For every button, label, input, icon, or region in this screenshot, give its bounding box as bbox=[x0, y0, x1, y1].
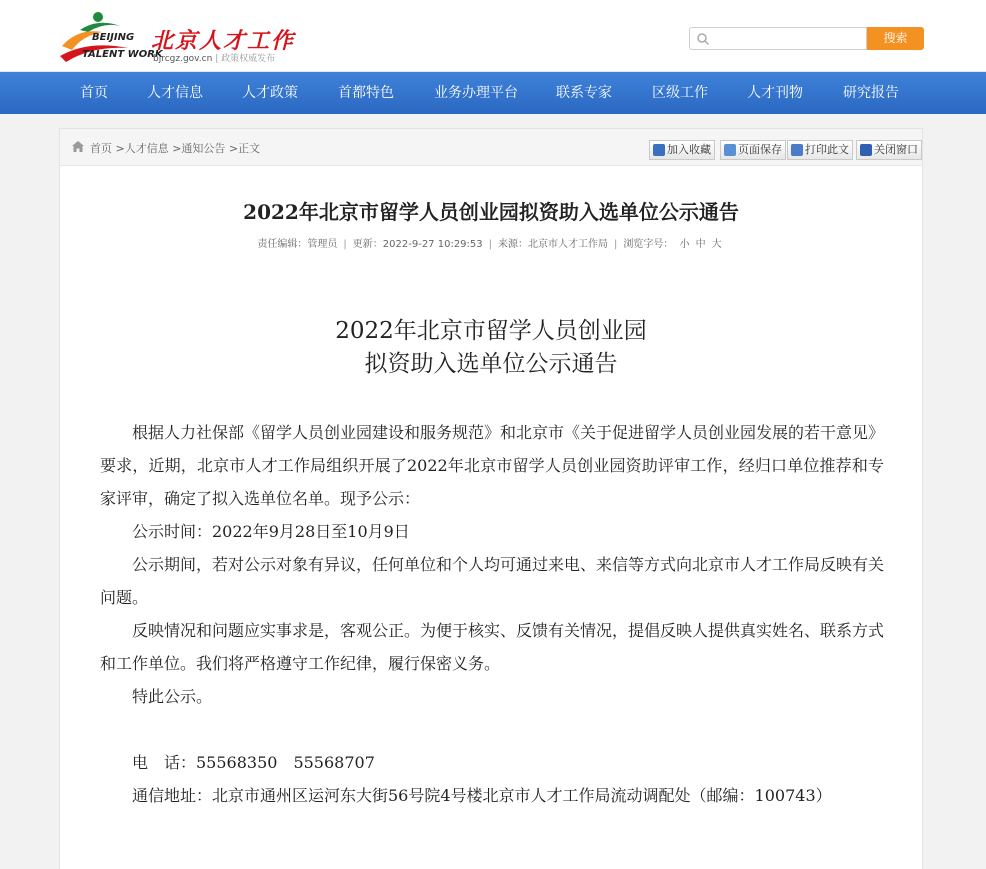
search-button[interactable]: 搜索 bbox=[867, 27, 924, 50]
article-body bbox=[100, 416, 884, 812]
paragraph-intro: 根据人力社保部《留学人员创业园建设和服务规范》和北京市《关于促进留学人员创业园发展的若干意见》要求，近期，北京市人才工作局组织开展了2022年北京市留学人员创业园资助评审工作，经归口单位推荐和专家评审，确定了拟入选单位名单。现予公示： bbox=[100, 423, 885, 508]
contact-address: 通信地址：北京市通州区运河东大街56号院4号楼北京市人才工作局流动调配处（邮编：100743） bbox=[132, 786, 832, 805]
save-page-button[interactable] bbox=[720, 140, 786, 160]
site-url-text: bjrcgz.gov.cn bbox=[153, 54, 213, 64]
save-icon bbox=[724, 144, 736, 156]
close-window-button[interactable] bbox=[856, 140, 922, 160]
nav-item-district-work[interactable]: 区级工作 bbox=[652, 85, 708, 101]
nav-item-capital-features[interactable]: 首都特色 bbox=[338, 85, 394, 101]
breadcrumb-bar bbox=[60, 129, 922, 166]
article-meta bbox=[60, 235, 922, 250]
breadcrumb bbox=[90, 140, 260, 156]
nav-item-home[interactable]: 首页 bbox=[80, 85, 108, 101]
nav-item-talent-policy[interactable]: 人才政策 bbox=[242, 85, 298, 101]
meta-updated: 更新：2022-9-27 10:29:53 bbox=[352, 239, 483, 250]
paragraph-objection: 公示期间，若对公示对象有异议，任何单位和个人均可通过来电、来信等方式向北京市人才工作局反映有关问题。 bbox=[100, 555, 885, 607]
breadcrumb-current: >正文 bbox=[228, 142, 261, 155]
meta-separator: | bbox=[343, 239, 347, 250]
add-favorite-button[interactable] bbox=[649, 140, 715, 160]
nav-item-talent-info[interactable]: 人才信息 bbox=[147, 85, 203, 101]
font-size-large[interactable]: 大 bbox=[711, 239, 722, 250]
search-box bbox=[689, 27, 924, 50]
paragraph-period: 公示时间：2022年9月28日至10月9日 bbox=[132, 522, 410, 541]
meta-separator: | bbox=[488, 239, 493, 250]
favorite-icon bbox=[653, 144, 665, 156]
document-title-line1: 2022年北京市留学人员创业园 bbox=[335, 318, 647, 344]
breadcrumb-home[interactable]: 首页 bbox=[90, 142, 112, 155]
paragraph-closing: 特此公示。 bbox=[132, 687, 213, 706]
close-window-label: 关闭窗口 bbox=[874, 143, 918, 156]
close-icon bbox=[860, 144, 872, 156]
add-favorite-label: 加入收藏 bbox=[667, 143, 711, 156]
contact-phone: 电 话：55568350 55568707 bbox=[132, 753, 375, 772]
article-title: 2022年北京市留学人员创业园拟资助入选单位公示通告 bbox=[243, 200, 739, 224]
nav-item-research-reports[interactable]: 研究报告 bbox=[843, 85, 899, 101]
search-input[interactable] bbox=[689, 27, 867, 50]
site-url bbox=[153, 51, 275, 64]
document-title-line2: 拟资助入选单位公示通告 bbox=[364, 351, 618, 377]
site-header bbox=[0, 0, 986, 72]
nav-item-business-platform[interactable]: 业务办理平台 bbox=[434, 85, 518, 101]
paragraph-guidelines: 反映情况和问题应实事求是，客观公正。为便于核实、反馈有关情况，提倡反映人提供真实姓名、联系方式和工作单位。我们将严格遵守工作纪律，履行保密义务。 bbox=[100, 621, 885, 673]
meta-separator: | bbox=[614, 239, 618, 250]
spacer bbox=[100, 713, 884, 746]
nav-item-talent-publications[interactable]: 人才刊物 bbox=[747, 85, 803, 101]
save-page-label: 页面保存 bbox=[738, 143, 782, 156]
logo-en-line2: TALENT WORK bbox=[82, 49, 163, 60]
site-logo[interactable] bbox=[58, 10, 298, 64]
meta-editor: 责任编辑：管理员 bbox=[257, 239, 338, 250]
search-icon bbox=[696, 32, 710, 46]
article-panel bbox=[59, 128, 923, 869]
site-tagline: | 政策权威发布 bbox=[215, 54, 276, 64]
meta-font-label: 浏览字号： bbox=[623, 239, 674, 250]
nav-item-contact-experts[interactable]: 联系专家 bbox=[556, 85, 612, 101]
logo-en-line1: BEIJING bbox=[92, 32, 135, 43]
breadcrumb-talent-info[interactable]: >人才信息 bbox=[115, 142, 169, 155]
logo-cn-text: 北京人才工作 bbox=[151, 28, 296, 54]
print-label: 打印此文 bbox=[805, 143, 849, 156]
print-icon bbox=[791, 144, 803, 156]
breadcrumb-notices[interactable]: >通知公告 bbox=[172, 142, 226, 155]
font-size-medium[interactable]: 中 bbox=[695, 239, 706, 250]
meta-source: 来源：北京市人才工作局 bbox=[498, 239, 609, 250]
document-title bbox=[60, 315, 922, 381]
font-size-small[interactable]: 小 bbox=[679, 239, 690, 250]
home-icon bbox=[72, 141, 84, 152]
main-nav bbox=[0, 72, 986, 114]
print-button[interactable] bbox=[787, 140, 853, 160]
